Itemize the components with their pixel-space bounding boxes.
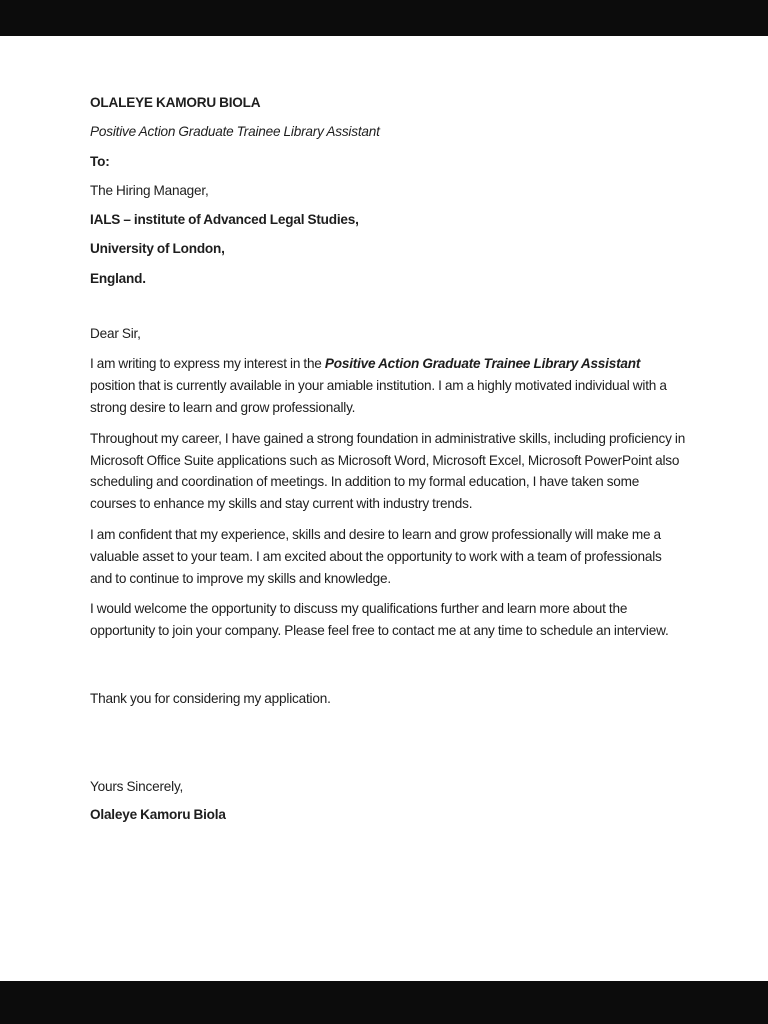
- paragraph-experience: Throughout my career, I have gained a strong foundation in administrative skills, including proficiency in Microsoft Office Suite applications such as Microsoft Word, Microsoft Excel, Microsoft PowerPoint also scheduling and coordination of meetings. In addition to my formal education, I have taken some courses to enhance my skills and stay current with industry trends.: [90, 430, 686, 512]
- sender-name: OLALEYE KAMORU BIOLA: [90, 95, 261, 110]
- paragraph-intro: [90, 353, 686, 418]
- paragraph-confidence: I am confident that my experience, skills and desire to learn and grow professionally will make me a valuable asset to your team. I am excited about the opportunity to work with a team of professionals and to continue to improve my skills and knowledge.: [90, 526, 662, 586]
- paragraph-invitation: I would welcome the opportunity to discuss my qualifications further and learn more about the opportunity to join your company. Please feel free to contact me at any time to schedule an interview.: [90, 601, 669, 639]
- recipient-line-country: England.: [90, 270, 146, 286]
- recipient-line-hiring-manager: The Hiring Manager,: [90, 182, 209, 198]
- recipient-line-institution: IALS – institute of Advanced Legal Studies,: [90, 212, 359, 228]
- viewer-top-bar: [0, 0, 768, 36]
- intro-text-after: position that is currently available in your amiable institution. I am a highly motivated individual with a strong desire to learn and grow professionally.: [90, 378, 667, 415]
- salutation: Dear Sir,: [90, 325, 141, 341]
- to-label: To:: [90, 153, 110, 169]
- job-title-inline-highlight: Positive Action Graduate Trainee Library Assistant: [324, 356, 641, 372]
- signature-name: Olaleye Kamoru Biola: [90, 806, 226, 822]
- document-page: [0, 36, 768, 981]
- job-title-line: Positive Action Graduate Trainee Library Assistant: [90, 124, 380, 140]
- cover-letter-body: [90, 92, 686, 825]
- recipient-line-university: University of London,: [90, 241, 225, 257]
- viewer-bottom-bar: [0, 981, 768, 1024]
- closing-line: Yours Sincerely,: [90, 778, 184, 794]
- intro-text-before: I am writing to express my interest in the: [90, 356, 325, 372]
- thank-you-line: Thank you for considering my application.: [90, 690, 331, 706]
